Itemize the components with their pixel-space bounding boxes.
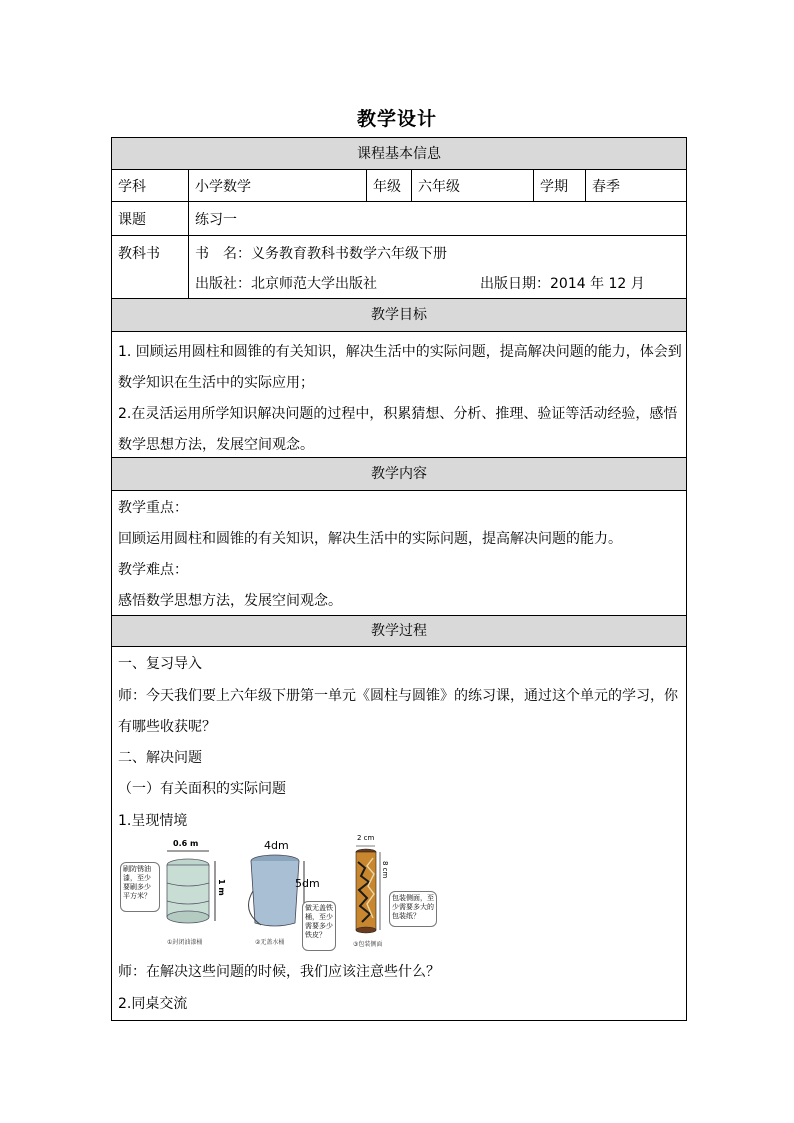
subject-label: 学科 [118, 178, 146, 195]
content-block [112, 491, 686, 616]
term-value: 春季 [585, 170, 686, 201]
can-caption: ③包装侧面 [353, 941, 383, 948]
section-header-process: 教学过程 [112, 616, 686, 647]
key-point-text: 回顾运用圆柱和圆锥的有关知识，解决生活中的实际问题，提高解决问题的能力。 [118, 531, 622, 547]
barrel-image [163, 847, 221, 933]
barrel-speech-bubble: 刷防锈油漆，至少要刷多少平方米？ [120, 862, 160, 912]
goal-line-1: 1. 回顾运用圆柱和圆锥的有关知识，解决生活中的实际问题，提高解决问题的能力，体会到 [118, 344, 682, 360]
process-line-1: 一、复习导入 [118, 656, 202, 672]
can-speech-bubble: 包装侧面，至少需要多大的包装纸？ [389, 891, 437, 927]
bucket-image [247, 851, 309, 937]
textbook-publisher: 出版社：北京师范大学出版社 [195, 276, 377, 292]
key-point-label: 教学重点： [118, 500, 188, 516]
section-header-basic-info: 课程基本信息 [112, 138, 686, 170]
goal-line-2: 数学知识在生活中的实际应用； [118, 375, 314, 391]
process-line-4: 二、解决问题 [118, 750, 202, 766]
process-block [112, 647, 686, 1020]
section-header-goals: 教学目标 [112, 299, 686, 332]
bucket-speech-bubble: 做无盖铁桶，至少需要多少铁皮？ [302, 901, 336, 951]
process-line-6: 1.呈现情境 [118, 813, 188, 829]
can-image [353, 844, 383, 938]
topic-value: 练习一 [188, 202, 686, 235]
grade-label: 年级 [366, 170, 411, 201]
goal-line-4: 数学思想方法，发展空间观念。 [118, 437, 314, 453]
can-diameter-label: 2 cm [357, 834, 375, 842]
bucket-diameter-label: 4dm [264, 839, 289, 852]
bucket-height-label: 5dm [295, 877, 320, 890]
textbook-pub-date: 出版日期：2014 年 12 月 [480, 276, 645, 292]
barrel-diameter-label: 0.6 m [173, 839, 199, 848]
process-line-2: 师：今天我们要上六年级下册第一单元《圆柱与圆锥》的练习课，通过这个单元的学习，你 [118, 688, 678, 704]
goal-line-3: 2.在灵活运用所学知识解决问题的过程中，积累猜想、分析、推理、验证等活动经验，感悟 [118, 406, 678, 422]
info-row-textbook [112, 236, 686, 299]
lesson-table [111, 137, 687, 1021]
goals-block [112, 332, 686, 458]
textbook-name: 书 名：义务教育教科书数学六年级下册 [195, 246, 447, 262]
problem-illustration [119, 834, 459, 951]
process-line-5: （一）有关面积的实际问题 [118, 781, 286, 797]
difficulty-text: 感悟数学思想方法，发展空间观念。 [118, 593, 342, 609]
grade-value: 六年级 [411, 170, 533, 201]
barrel-height-label: 1 m [217, 879, 226, 896]
term-label: 学期 [533, 170, 585, 201]
subject-value: 小学数学 [188, 170, 366, 201]
info-row-topic [112, 202, 686, 236]
info-row-subject [112, 170, 686, 202]
section-header-content: 教学内容 [112, 458, 686, 491]
textbook-label: 教科书 [118, 246, 160, 262]
process-line-3: 有哪些收获呢？ [118, 719, 216, 735]
process-line-8: 2.同桌交流 [118, 996, 188, 1012]
topic-label: 课题 [118, 211, 146, 228]
can-height-label: 8 cm [381, 861, 389, 879]
barrel-caption: ①封闭油漆桶 [167, 939, 203, 946]
bucket-caption: ②无盖水桶 [255, 939, 285, 946]
page-title: 教学设计 [356, 108, 437, 130]
process-line-7: 师：在解决这些问题的时候，我们应该注意些什么？ [118, 964, 440, 980]
difficulty-label: 教学难点： [118, 562, 188, 578]
